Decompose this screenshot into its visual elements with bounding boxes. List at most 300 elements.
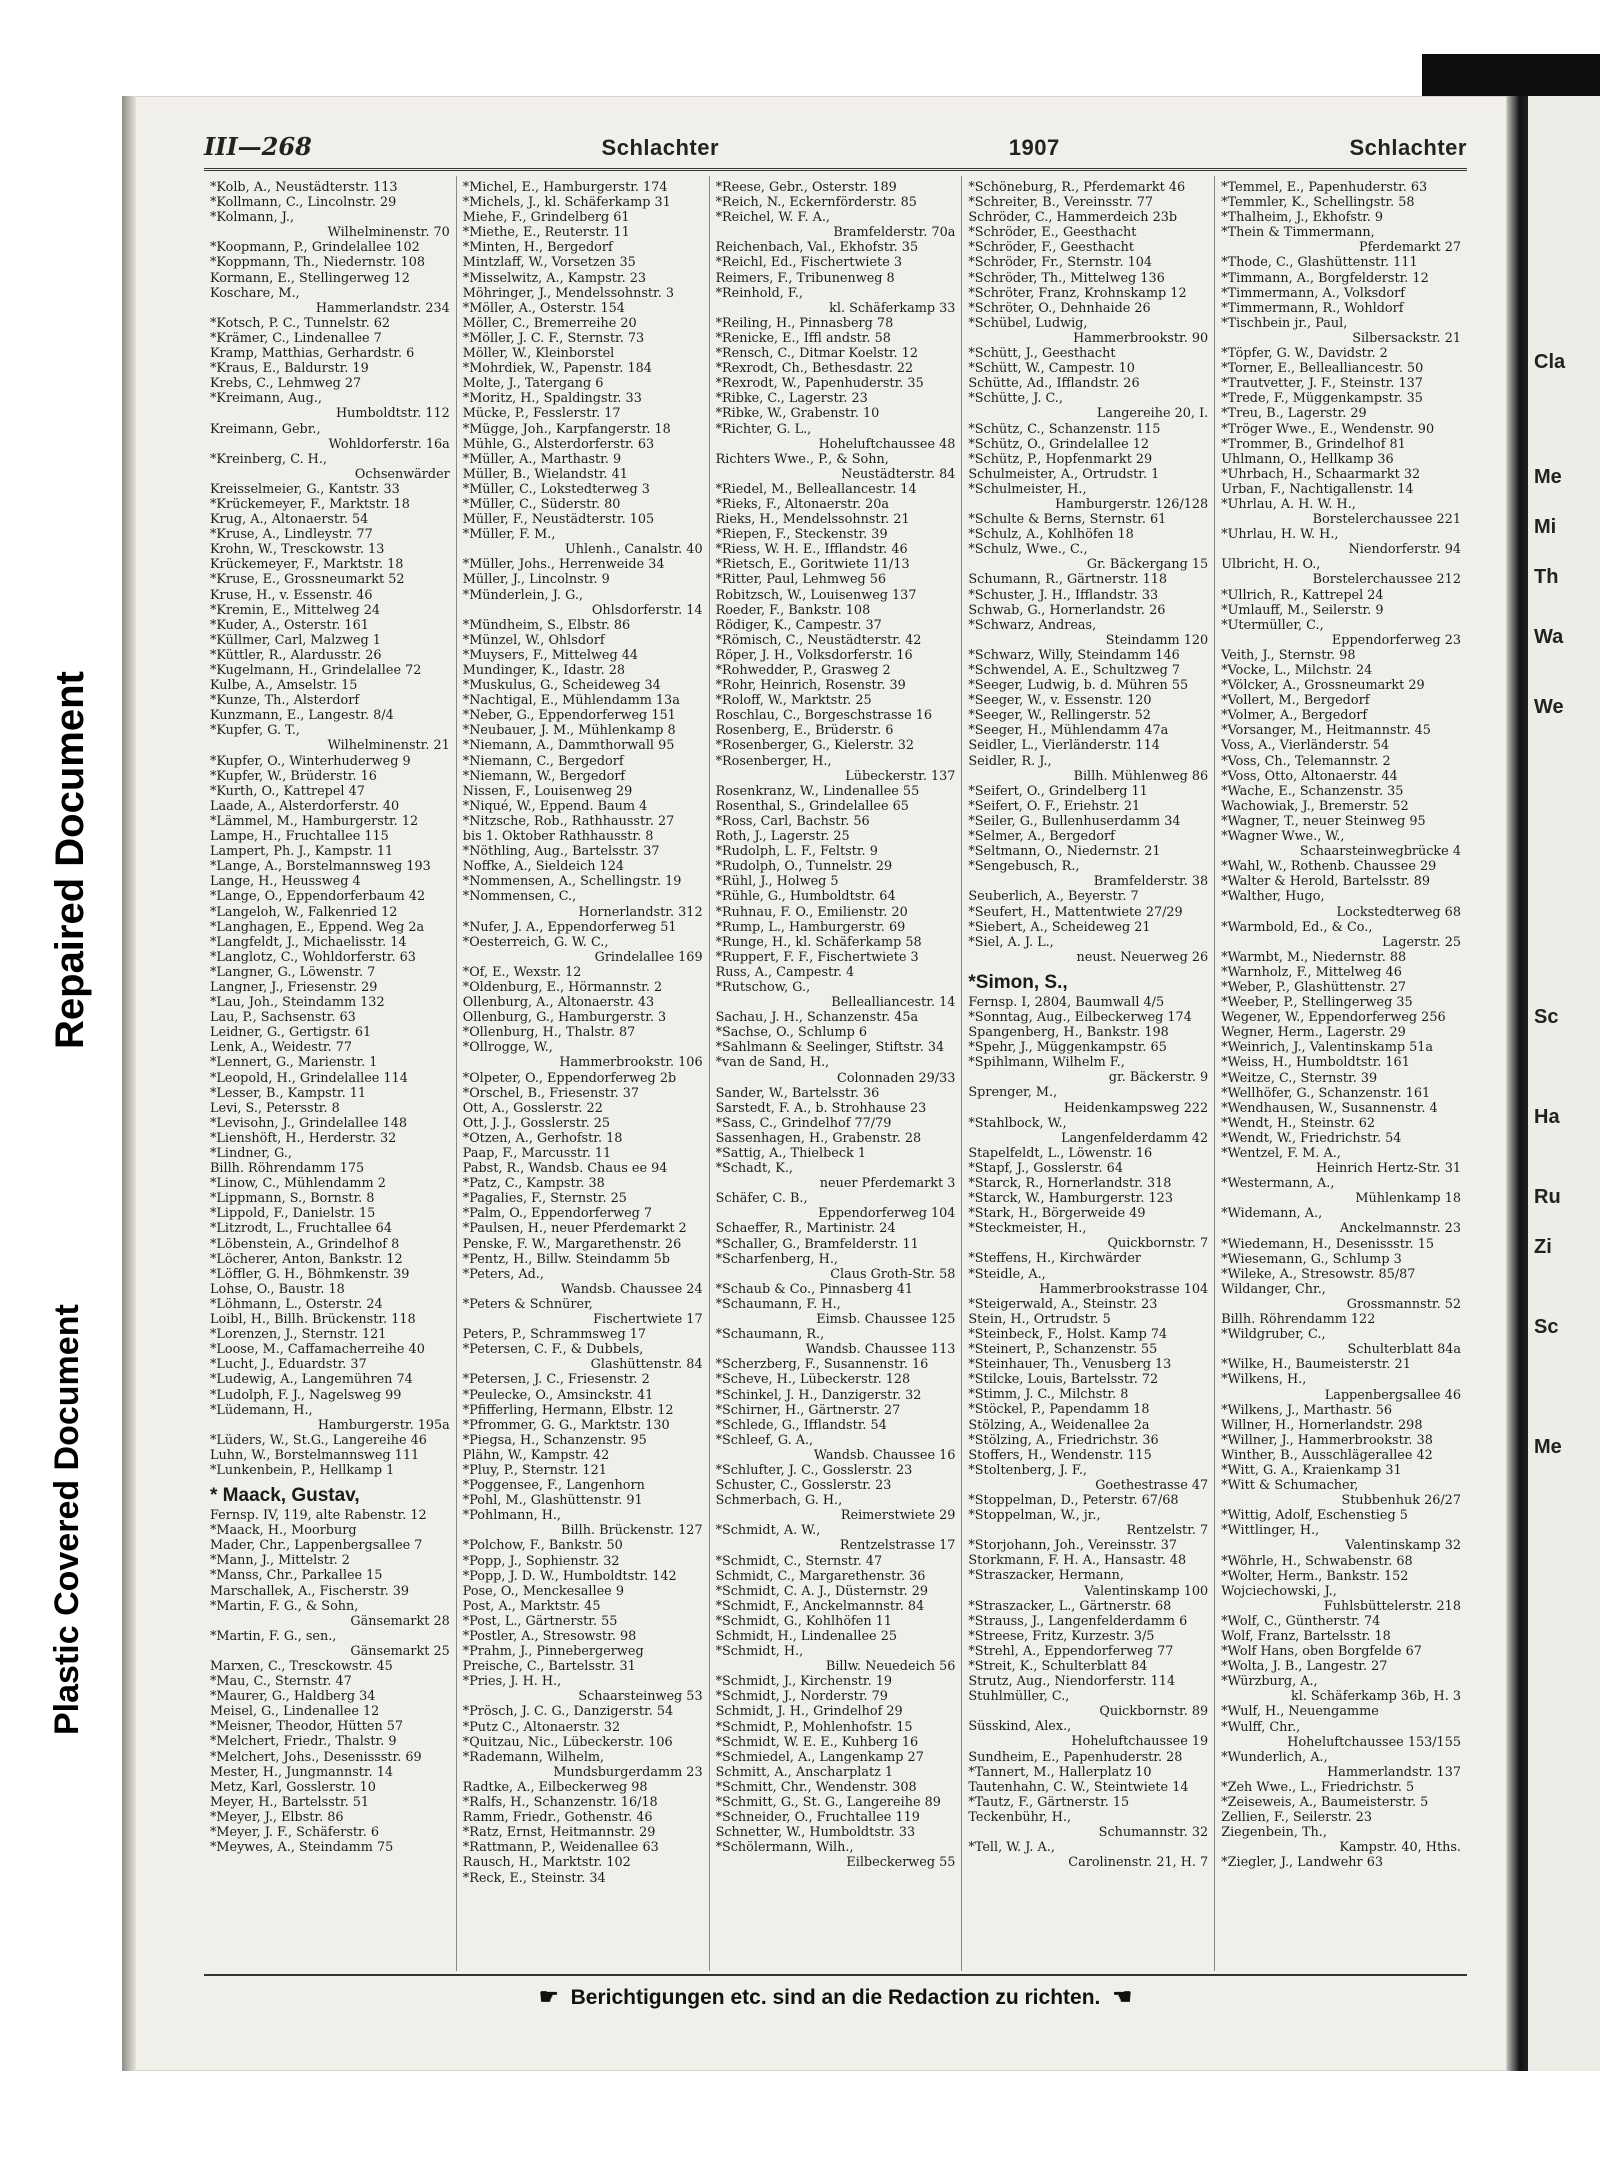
directory-entry: *Niqué, W., Eppend. Baum 4	[462, 798, 648, 814]
directory-entry: *Michel, E., Hamburgerstr. 174	[462, 180, 668, 195]
directory-entry: *Müller, Johs., Herrenweide 34	[462, 557, 665, 573]
directory-entry: *Schütz, O., Grindelallee 12	[968, 436, 1150, 452]
directory-entry: *Schröder, Th., Mittelweg 136	[968, 270, 1165, 286]
directory-entry: *Misselwitz, A., Kampstr. 23	[462, 270, 647, 286]
directory-entry: *Ruppert, F. F., Fischertwiete 3	[715, 949, 919, 965]
directory-entry: *Krämer, C., Lindenallee 7	[210, 330, 382, 346]
directory-entry: *van de Sand, H.,	[715, 1055, 830, 1071]
adjacent-page-fragment: Ru	[1534, 1186, 1561, 1208]
directory-entry: *Kollmann, C., Lincolnstr. 29	[210, 195, 397, 211]
directory-entry: *Wilkens, J., Marthastr. 56	[1221, 1402, 1393, 1418]
directory-entry: *Kreimann, Aug.,	[210, 391, 322, 407]
directory-entry: Schumann, R., Gärtnerstr. 118	[968, 572, 1168, 588]
directory-entry: Plähn, W., Kampstr. 42	[462, 1447, 610, 1463]
directory-entry: Schröder, C., Hammerdeich 23b	[968, 210, 1178, 226]
adjacent-page-fragment: Me	[1534, 1436, 1562, 1458]
directory-entry: Mühle, G., Alsterdorferstr. 63	[462, 436, 655, 452]
directory-entry: Willner, H., Hornerlandstr. 298	[1221, 1417, 1423, 1433]
directory-entry: *Schmidt, H.,	[715, 1644, 804, 1660]
directory-entry: *Neber, G., Eppendorferweg 151	[462, 708, 676, 724]
directory-entry: *Peters, Ad.,	[462, 1266, 544, 1282]
directory-entry: Schulterblatt 84a	[1347, 1342, 1461, 1358]
directory-entry: Niendorferstr. 94	[1348, 542, 1461, 558]
directory-entry: *Kugelmann, H., Grindelallee 72	[210, 663, 422, 678]
directory-entry: *Ludewig, A., Langemühren 74	[210, 1372, 413, 1388]
directory-entry: *Schütz, P., Hopfenmarkt 29	[968, 451, 1153, 467]
directory-entry: Colonnaden 29/33	[837, 1070, 956, 1086]
directory-entry: Sassenhagen, H., Grabenstr. 28	[715, 1130, 922, 1146]
directory-entry: Lau, P., Sachsenstr. 63	[210, 1010, 356, 1026]
directory-entry: *Kreinberg, C. H.,	[210, 451, 327, 467]
directory-entry: *Schinkel, J. H., Danzigerstr. 32	[715, 1387, 922, 1403]
directory-entry: *Pohlmann, H.,	[462, 1508, 562, 1524]
directory-entry: *Strehl, A., Eppendorferweg 77	[968, 1643, 1174, 1659]
directory-entry: *Timmermann, A., Volksdorf	[1221, 285, 1405, 301]
directory-entry: gr. Bäckerstr. 9	[1108, 1070, 1209, 1086]
directory-entry: *Richter, G. L.,	[715, 421, 812, 437]
directory-entry: *Stölzing, A., Friedrichstr. 36	[968, 1432, 1159, 1448]
directory-entry: Steindamm 120	[1105, 632, 1209, 648]
directory-entry: *Schuster, J. H., Ifflandstr. 33	[968, 587, 1159, 603]
directory-entry: *Schmidt, J., Kirchenstr. 19	[715, 1674, 893, 1690]
directory-entry: *Langeloh, W., Falkenried 12	[210, 904, 398, 920]
directory-entry: *Schmidt, W. E. E., Kuhberg 16	[715, 1734, 919, 1750]
directory-entry: *Popp, J., Sophienstr. 32	[462, 1553, 620, 1569]
directory-entry: *Schaumann, R.,	[715, 1327, 825, 1343]
directory-entry: *Pentz, H., Billw. Steindamm 5b	[462, 1251, 670, 1267]
directory-entry: Silbersackstr. 21	[1352, 330, 1461, 346]
directory-entry: Sander, W., Bartelsstr. 36	[715, 1085, 880, 1101]
directory-entry: Eimsb. Chaussee 125	[816, 1312, 956, 1328]
directory-entry: *Wagner Wwe., W.,	[1221, 829, 1345, 845]
directory-entry: *Stimm, J. C., Milchstr. 8	[968, 1387, 1129, 1403]
directory-entry: Lübeckerstr. 137	[845, 768, 956, 784]
directory-entry: *Völcker, A., Grossneumarkt 29	[1221, 678, 1425, 694]
directory-entry: Eppendorferweg 23	[1331, 632, 1461, 648]
directory-entry: *Mau, C., Sternstr. 47	[210, 1674, 352, 1690]
directory-entry: *Miethe, E., Reuterstr. 11	[462, 225, 630, 241]
directory-entry: *Münzel, W., Ohlsdorf	[462, 632, 605, 648]
directory-entry: *Timmann, A., Borgfelderstr. 12	[1221, 270, 1429, 286]
directory-entry: Lockstedterweg 68	[1336, 904, 1461, 920]
directory-entry: Fuhlsbüttelerstr. 218	[1323, 1598, 1461, 1614]
directory-entry: Schwab, G., Hornerlandstr. 26	[968, 602, 1166, 618]
directory-entry: *Temmler, K., Schellingstr. 58	[1221, 195, 1415, 211]
directory-entry: *Walther, Hugo,	[1221, 889, 1325, 905]
adjacent-page-fragment: Wa	[1534, 626, 1564, 648]
directory-entry: *Rademann, Wilhelm,	[462, 1749, 605, 1765]
adjacent-page-fragment: Cla	[1534, 351, 1566, 373]
directory-entry: *Sahlmann & Seelinger, Stiftstr. 34	[715, 1040, 945, 1056]
directory-entry: Valentinskamp 100	[1084, 1583, 1209, 1599]
directory-entry: Robitzsch, W., Louisenweg 137	[715, 587, 917, 603]
directory-entry: Goethestrasse 47	[1095, 1477, 1209, 1493]
directory-entry: *Lange, A., Borstelmannsweg 193	[210, 859, 431, 875]
directory-entry: *Prösch, J. C. G., Danzigerstr. 54	[462, 1704, 674, 1720]
directory-entry: Mintzlaff, W., Vorsetzen 35	[462, 255, 636, 271]
directory-entry: *Stark, H., Börgerweide 49	[968, 1206, 1146, 1222]
directory-entry: *Lienshöft, H., Herderstr. 32	[210, 1130, 397, 1146]
directory-entry: *Palm, O., Eppendorferweg 7	[462, 1206, 653, 1222]
directory-entry: *Reichel, W. F. A.,	[715, 210, 830, 226]
directory-entry: Kormann, E., Stellingerweg 12	[210, 270, 410, 286]
directory-entry: *Pohl, M., Glashüttenstr. 91	[462, 1493, 643, 1509]
directory-entry: *Streit, K., Schulterblatt 84	[968, 1659, 1148, 1674]
directory-entry: Müller, F., Neustädterstr. 105	[462, 512, 655, 528]
directory-entry: *Schulz, A., Kohlhöfen 18	[968, 527, 1134, 543]
directory-entry: *Langfeldt, J., Michaelisstr. 14	[210, 934, 407, 950]
directory-entry: *Tischbein jr., Paul,	[1221, 315, 1348, 331]
directory-entry: *Siebert, A., Scheideweg 21	[968, 919, 1151, 935]
directory-entry: *Schröder, F., Geesthacht	[968, 240, 1134, 256]
directory-entry: *Of, E., Wexstr. 12	[462, 964, 582, 980]
directory-entry: *Kruse, A., Lindleystr. 77	[210, 527, 373, 543]
directory-entry: *Rühle, G., Humboldtstr. 64	[715, 889, 896, 905]
directory-entry: *Vollert, M., Bergedorf	[1221, 693, 1370, 709]
directory-entry: Pose, O., Menckesallee 9	[462, 1583, 624, 1599]
directory-entry: Röper, J. H., Volksdorferstr. 16	[715, 647, 913, 663]
directory-entry: *Schleef, G. A.,	[715, 1432, 814, 1448]
directory-entry: *Nommensen, C.,	[462, 889, 577, 905]
directory-entry: *Thalheim, J., Ekhofstr. 9	[1221, 210, 1384, 226]
directory-entry: *Rietsch, E., Goritwiete 11/13	[715, 557, 910, 573]
directory-entry: *Meywes, A., Steindamm 75	[210, 1840, 394, 1856]
directory-entry: Uhlenh., Canalstr. 40	[564, 542, 703, 558]
directory-entry: *Seltmann, O., Niedernstr. 21	[968, 844, 1161, 860]
directory-entry: *Meisner, Theodor, Hütten 57	[210, 1719, 404, 1735]
directory-entry: *Kruse, E., Grossneumarkt 52	[210, 572, 405, 588]
directory-entry: *Widemann, A.,	[1221, 1206, 1323, 1222]
listing-columns	[204, 176, 1467, 1971]
directory-entry: *Niemann, C., Bergedorf	[462, 753, 624, 769]
directory-entry: *Rühl, J., Holweg 5	[715, 874, 839, 890]
directory-entry: *Steinbeck, F., Holst. Kamp 74	[968, 1326, 1168, 1342]
directory-entry: Neustädterstr. 84	[841, 466, 956, 482]
directory-entry: *Schmidt, A. W.,	[715, 1523, 821, 1539]
directory-entry: Ohlsdorferstr. 14	[591, 602, 703, 618]
directory-entry: *Ribke, C., Lagerstr. 23	[715, 391, 868, 407]
directory-entry: Hammerlandstr. 137	[1327, 1764, 1461, 1780]
directory-entry: Kunzmann, E., Langestr. 8/4	[210, 708, 394, 724]
directory-entry: Kreimann, Gebr.,	[210, 421, 321, 437]
header-left-title: Schlachter	[601, 135, 720, 160]
directory-entry: Pferdemarkt 27	[1359, 240, 1461, 256]
pointing-hand-icon: ☚	[1112, 1984, 1133, 2009]
directory-entry: *Steidle, A.,	[968, 1266, 1046, 1282]
directory-entry: Stubbenhuk 26/27	[1341, 1493, 1461, 1509]
directory-entry: Ollenburg, A., Altonaerstr. 43	[462, 995, 655, 1011]
directory-entry: Molte, J., Tatergang 6	[462, 376, 604, 392]
directory-entry: *Ollenburg, H., Thalstr. 87	[462, 1025, 636, 1041]
directory-entry: *Zeh Wwe., L., Friedrichstr. 5	[1221, 1779, 1415, 1795]
directory-entry: *Schmidt, C., Sternstr. 47	[715, 1553, 883, 1569]
directory-entry: *Lunkenbein, P., Hellkamp 1	[210, 1462, 395, 1478]
directory-entry: *Seeger, W., v. Essenstr. 120	[968, 693, 1152, 709]
directory-entry: Schnetter, W., Humboldtstr. 33	[715, 1825, 916, 1841]
directory-entry: Uhlmann, O., Hellkamp 36	[1221, 451, 1394, 467]
directory-entry: *Tannert, M., Hallerplatz 10	[968, 1764, 1152, 1780]
directory-entry: *Witt & Schumacher,	[1221, 1478, 1359, 1494]
directory-entry: *Post, L., Gärtnerstr. 55	[462, 1613, 618, 1629]
directory-entry: *Schütt, W., Campestr. 10	[968, 361, 1135, 377]
directory-entry: Peters, P., Schrammsweg 17	[462, 1327, 646, 1343]
directory-entry: neust. Neuerweg 26	[1076, 949, 1209, 965]
directory-entry: *Lennert, G., Marienstr. 1	[210, 1055, 378, 1071]
directory-entry: *Mündheim, S., Elbstr. 86	[462, 617, 631, 633]
listing-column	[204, 176, 457, 1971]
header-right-title: Schlachter	[1349, 135, 1467, 160]
directory-entry: Kramp, Matthias, Gerhardstr. 6	[210, 346, 415, 362]
directory-entry: *Kurth, O., Kattrepel 47	[210, 783, 365, 799]
directory-entry: *Wiesemann, G., Schlump 3	[1221, 1251, 1402, 1267]
directory-entry: Stuhlmüller, C.,	[968, 1689, 1070, 1705]
directory-entry: *Wendhausen, W., Susannenstr. 4	[1221, 1100, 1438, 1116]
page-edge-shadow	[1507, 96, 1528, 2071]
directory-entry: *Schwendel, A. E., Schultzweg 7	[968, 663, 1180, 678]
directory-entry: *Wache, E., Schanzenstr. 35	[1221, 783, 1404, 799]
directory-entry: Storkmann, F. H. A., Hansastr. 48	[968, 1553, 1187, 1569]
directory-entry: *Steffens, H., Kirchwärder	[968, 1251, 1142, 1267]
directory-entry: *Lippmann, S., Bornstr. 8	[210, 1191, 375, 1207]
adjacent-page-fragment: Me	[1534, 466, 1562, 488]
directory-entry: *Reichl, Ed., Fischertwiete 3	[715, 255, 902, 271]
directory-entry: *Roloff, W., Marktstr. 25	[715, 693, 872, 709]
directory-entry: *Wilke, H., Baumeisterstr. 21	[1221, 1357, 1411, 1373]
directory-entry: *Thode, C., Glashüttenstr. 111	[1221, 255, 1418, 271]
directory-entry: *Temmel, E., Papenhuderstr. 63	[1221, 180, 1428, 195]
directory-entry: *Wilkens, H.,	[1221, 1372, 1307, 1388]
directory-entry: Penske, F. W., Margarethenstr. 26	[462, 1236, 682, 1252]
directory-entry: Loibl, H., Billh. Brückenstr. 118	[210, 1312, 416, 1328]
directory-entry: *Vocke, L., Milchstr. 24	[1221, 663, 1373, 678]
directory-entry: *Kuder, A., Osterstr. 161	[210, 617, 369, 633]
directory-entry: Schäfer, C. B.,	[715, 1191, 808, 1207]
directory-entry: Noffke, A., Sieldeich 124	[462, 859, 624, 875]
directory-entry: *Rieks, F., Altonaerstr. 20a	[715, 496, 890, 512]
directory-entry: *Peulecke, O., Amsinckstr. 41	[462, 1387, 654, 1403]
directory-entry: *Prahm, J., Pinnebergerweg	[462, 1644, 644, 1660]
directory-entry: *Schwarz, Andreas,	[968, 617, 1097, 633]
directory-entry: *Weitze, C., Sternstr. 39	[1221, 1070, 1378, 1086]
directory-entry: *Stapf, J., Gosslerstr. 64	[968, 1160, 1123, 1176]
directory-entry: Bramfelderstr. 38	[1093, 874, 1209, 890]
directory-entry: Quickbornstr. 89	[1099, 1704, 1209, 1720]
directory-entry: Paap, F., Marcusstr. 11	[462, 1146, 612, 1161]
directory-entry: *Wendt, W., Friedrichstr. 54	[1221, 1130, 1402, 1146]
adjacent-page-strip	[1528, 96, 1600, 2071]
directory-entry: *Putz C., Altonaerstr. 32	[462, 1719, 621, 1735]
directory-entry: *Schmidt, G., Kohlhöfen 11	[715, 1613, 892, 1629]
directory-entry: *Patz, C., Kampstr. 38	[462, 1176, 605, 1192]
directory-entry: Roth, J., Lagerstr. 25	[715, 829, 850, 845]
directory-entry: Rosenthal, S., Grindelallee 65	[715, 798, 909, 814]
page-header	[204, 132, 1467, 162]
directory-entry: *Ratz, Ernst, Heitmannstr. 29	[462, 1825, 656, 1841]
directory-entry: Krohn, W., Tresckowstr. 13	[210, 542, 385, 558]
directory-entry: Wandsb. Chaussee 16	[813, 1447, 956, 1463]
directory-entry: Marxen, C., Tresckowstr. 45	[210, 1659, 393, 1674]
directory-entry: Mundinger, K., Idastr. 28	[462, 663, 626, 678]
directory-entry: Seidler, R. J.,	[968, 753, 1052, 769]
directory-entry: *Muskulus, G., Scheideweg 34	[462, 678, 661, 694]
directory-entry: Rödiger, K., Campestr. 37	[715, 617, 882, 633]
directory-entry: Schaarsteinwegbrücke 4	[1299, 844, 1461, 860]
directory-entry: Eilbeckerweg 55	[846, 1855, 956, 1871]
directory-entry: *Wolta, J. B., Langestr. 27	[1221, 1659, 1388, 1675]
directory-entry: *Nitzsche, Rob., Rathhausstr. 27	[462, 813, 675, 829]
directory-entry: Quickbornstr. 7	[1107, 1236, 1209, 1252]
directory-entry: Schaarsteinweg 53	[578, 1689, 703, 1705]
directory-entry: *Schmidt, F., Anckelmannstr. 84	[715, 1598, 925, 1614]
directory-entry: *Manss, Chr., Parkallee 15	[210, 1568, 383, 1584]
directory-entry: *Weinrich, J., Valentinskamp 51a	[1221, 1040, 1434, 1056]
directory-entry: Wilhelminenstr. 21	[327, 738, 450, 754]
directory-entry: *Renicke, E., Iffl andstr. 58	[715, 330, 891, 346]
directory-entry: Sachau, J. H., Schanzenstr. 45a	[715, 1010, 919, 1026]
listing-column	[457, 176, 710, 1971]
directory-entry: *Seufert, H., Mattentwiete 27/29	[968, 904, 1183, 920]
directory-entry: *Oldenburg, E., Hörmannstr. 2	[462, 979, 663, 995]
directory-entry: *Uhrlau, H. W. H.,	[1221, 527, 1339, 543]
directory-entry: *Quitzau, Nic., Lübeckerstr. 106	[462, 1734, 673, 1750]
directory-entry: *Martin, F. G., & Sohn,	[210, 1598, 359, 1614]
directory-entry: Rieks, H., Mendelssohnstr. 21	[715, 512, 910, 528]
directory-entry: Preische, C., Bartelsstr. 31	[462, 1659, 636, 1675]
directory-entry: Rosenkranz, W., Lindenallee 55	[715, 783, 920, 799]
directory-entry: *Muysers, F., Mittelweg 44	[462, 647, 639, 663]
directory-entry: *Paulsen, H., neuer Pferdemarkt 2	[462, 1221, 687, 1237]
directory-entry: Schuster, C., Gosslerstr. 23	[715, 1478, 892, 1494]
directory-entry: Kulbe, A., Amselstr. 15	[210, 678, 358, 694]
directory-entry: *Lucht, J., Eduardstr. 37	[210, 1357, 367, 1373]
directory-entry: Hornerlandstr. 312	[578, 904, 703, 920]
directory-entry: *Popp, J. D. W., Humboldtstr. 142	[462, 1568, 677, 1584]
directory-entry: Eppendorferweg 104	[818, 1206, 956, 1222]
directory-entry: *Ullrich, R., Kattrepel 24	[1221, 587, 1384, 603]
directory-entry: *Voss, Otto, Altonaerstr. 44	[1221, 768, 1398, 784]
directory-entry: *Meyer, J., Elbstr. 86	[210, 1809, 344, 1825]
directory-entry: *Schulte & Berns, Sternstr. 61	[968, 512, 1167, 528]
directory-entry: Müller, J., Lincolnstr. 9	[462, 572, 610, 588]
directory-entry: *Reinhold, F.,	[715, 285, 803, 301]
directory-entry: *Starck, W., Hamburgerstr. 123	[968, 1191, 1173, 1207]
directory-entry: *Löhmann, L., Osterstr. 24	[210, 1296, 383, 1312]
directory-entry: Borstelerchaussee 221	[1312, 512, 1461, 528]
directory-entry: Veith, J., Sternstr. 98	[1221, 647, 1356, 663]
directory-entry: Wandsb. Chaussee 113	[805, 1342, 956, 1358]
directory-entry: *Tautz, F., Gärtnerstr. 15	[968, 1794, 1130, 1810]
directory-entry: Ott, A., Gosslerstr. 22	[462, 1100, 603, 1116]
directory-entry: *Postler, A., Stresowstr. 98	[462, 1629, 637, 1644]
directory-entry: Wohldorferstr. 16a	[328, 436, 450, 452]
directory-entry: *Wolf, C., Güntherstr. 74	[1221, 1613, 1381, 1629]
directory-entry: *Straszacker, Hermann,	[968, 1568, 1124, 1584]
directory-entry: Mühlenkamp 18	[1355, 1191, 1461, 1207]
directory-entry: *Langhagen, E., Eppend. Weg 2a	[210, 919, 425, 935]
directory-entry: *Storjohann, Joh., Vereinsstr. 37	[968, 1538, 1178, 1554]
directory-entry: Urban, F., Nachtigallenstr. 14	[1221, 481, 1414, 497]
directory-entry: Anckelmannstr. 23	[1339, 1221, 1461, 1237]
directory-entry: *Pries, J. H. H.,	[462, 1674, 562, 1690]
directory-entry: *Schröder, E., Geesthacht	[968, 225, 1137, 241]
directory-entry: *Pfifferling, Hermann, Elbstr. 12	[462, 1402, 674, 1418]
directory-entry: *Stoltenberg, J. F.,	[968, 1462, 1087, 1478]
footer-rule	[204, 1974, 1467, 1976]
directory-entry: *Rensch, C., Ditmar Koelstr. 12	[715, 346, 918, 362]
directory-entry: Wegener, W., Eppendorferweg 256	[1221, 1010, 1446, 1026]
directory-entry: *Schmiedel, A., Langenkamp 27	[715, 1749, 924, 1765]
directory-entry: *Stahlbock, W.,	[968, 1115, 1067, 1131]
header-rule	[204, 168, 1467, 171]
directory-entry: *Schaumann, F. H.,	[715, 1296, 841, 1312]
directory-entry: *Seifert, O., Grindelberg 11	[968, 783, 1148, 799]
directory-entry: *Martin, F. G., sen.,	[210, 1628, 337, 1644]
directory-entry: *Sonntag, Aug., Eilbeckerweg 174	[968, 1009, 1192, 1025]
directory-entry: *Stilcke, Louis, Bartelsstr. 72	[968, 1372, 1159, 1388]
directory-entry: *Levisohn, J., Grindelallee 148	[210, 1115, 408, 1131]
directory-entry: Reimerstwiete 29	[840, 1508, 956, 1524]
listing-column	[962, 176, 1215, 1971]
directory-entry: *Küttler, R., Alardusstr. 26	[210, 647, 382, 663]
directory-entry: *Schmitt, Chr., Wendenstr. 308	[715, 1779, 917, 1795]
directory-entry: Lappenbergsallee 46	[1324, 1387, 1461, 1403]
directory-entry: *Steigerwald, A., Steinstr. 23	[968, 1296, 1158, 1312]
directory-entry: *Ritter, Paul, Lehmweg 56	[715, 572, 887, 588]
directory-entry: Seidler, L., Vierländerstr. 114	[968, 738, 1160, 754]
directory-entry: *Lämmel, M., Hamburgerstr. 12	[210, 813, 419, 829]
adjacent-page-fragment: Ha	[1534, 1106, 1560, 1128]
directory-entry: Sprenger, M.,	[968, 1085, 1058, 1101]
directory-entry: *Lippold, F., Danielstr. 15	[210, 1206, 376, 1222]
directory-entry: *Reiling, H., Pinnasberg 78	[715, 315, 894, 331]
directory-entry: *Warnholz, F., Mittelweg 46	[1221, 964, 1402, 980]
directory-entry: *Lüders, W., St.G., Langereihe 46	[210, 1432, 427, 1448]
directory-entry: *Uhrlau, A. H. W. H.,	[1221, 496, 1356, 512]
directory-entry: *Schmidt, C. A. J., Düsternstr. 29	[715, 1583, 929, 1599]
directory-entry: Mester, H., Jungmannstr. 14	[210, 1764, 394, 1780]
directory-entry: Leidner, G., Gertigstr. 61	[210, 1025, 372, 1041]
directory-entry: *Wunderlich, A.,	[1221, 1749, 1328, 1765]
directory-entry: *Lau, Joh., Steindamm 132	[210, 995, 385, 1011]
directory-entry: Fischertwiete 17	[593, 1312, 703, 1328]
directory-entry: *Thein & Timmermann,	[1221, 225, 1375, 241]
directory-entry: Wachowiak, J., Bremerstr. 52	[1221, 798, 1409, 814]
directory-entry: *Selmer, A., Bergedorf	[968, 829, 1115, 845]
directory-entry: *Wildgruber, C.,	[1221, 1327, 1326, 1343]
directory-entry: *Lesser, B., Kampstr. 11	[210, 1085, 366, 1101]
directory-entry: Möller, C., Bremerreihe 20	[462, 315, 637, 331]
directory-entry: Ott, J. J., Gosslerstr. 25	[462, 1115, 611, 1131]
directory-entry: *Ziegler, J., Landwehr 63	[1221, 1855, 1383, 1871]
directory-entry: *Ruhnau, F. O., Emilienstr. 20	[715, 904, 908, 920]
directory-entry: Ulbricht, H. O.,	[1221, 557, 1321, 573]
pointing-hand-icon: ☛	[538, 1984, 559, 2009]
directory-entry: *Uhrbach, H., Schaarmarkt 32	[1221, 466, 1421, 482]
directory-entry: *Treu, B., Lagerstr. 29	[1221, 406, 1367, 422]
directory-entry: *Lüdemann, H.,	[210, 1402, 313, 1418]
directory-entry: Meisel, G., Lindenallee 12	[210, 1704, 380, 1720]
directory-entry: Billh. Röhrendamm 175	[210, 1161, 365, 1177]
directory-entry: Sarstedt, F. A., b. Strohhause 23	[715, 1100, 927, 1116]
directory-entry: *Scheve, H., Lübeckerstr. 128	[715, 1372, 911, 1388]
directory-entry: *Steinhauer, Th., Venusberg 13	[968, 1357, 1172, 1373]
directory-entry: *Müller, C., Lokstedterweg 3	[462, 481, 650, 497]
directory-entry: Krückemeyer, F., Marktstr. 18	[210, 557, 404, 573]
directory-entry: Langner, J., Friesenstr. 29	[210, 979, 378, 995]
directory-entry: *Seeger, H., Mühlendamm 47a	[968, 723, 1169, 739]
directory-entry: *Trede, F., Müggenkampstr. 35	[1221, 391, 1423, 407]
directory-entry: Lampert, Ph. J., Kampstr. 11	[210, 844, 394, 860]
